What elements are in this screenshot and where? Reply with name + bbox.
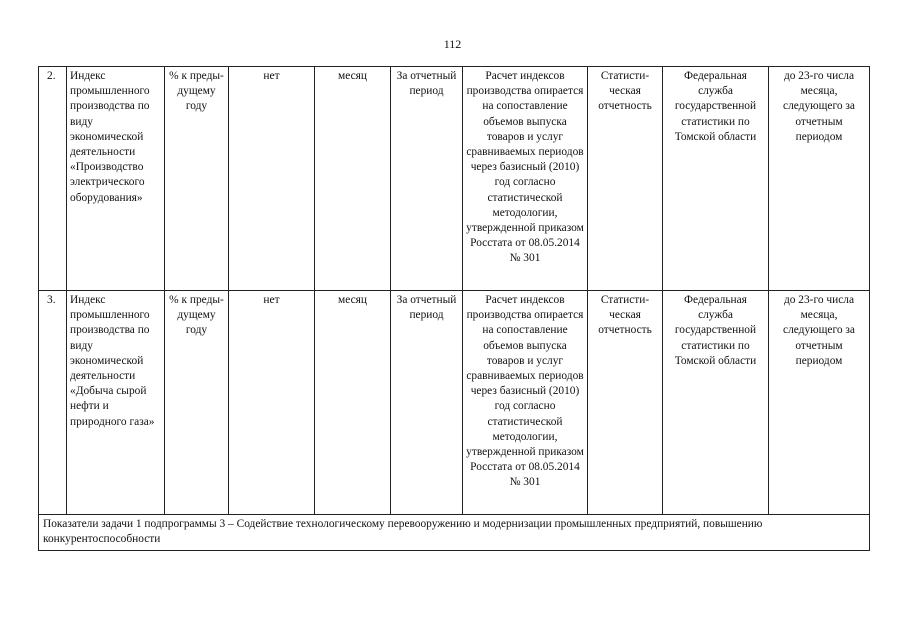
calculation-method: Расчет индексов производства опирается на сопоставление объемов выпуска товаров и услуг сравниваемых периодов через базисный (2010) год согласно статистической методологии, утвержденной приказом Росстата от 08.05.2014 № 301 (463, 291, 588, 515)
responsible-body: Федеральная служба государственной статистики по Томской области (663, 291, 769, 515)
indicator-name: Индекс промышленного производства по виду экономической деятельности «Производство электрического оборудования» (67, 67, 165, 291)
data-source: Статисти-ческая отчетность (588, 291, 663, 515)
indicator-name: Индекс промышленного производства по виду экономической деятельности «Добыча сырой нефти и природного газа» (67, 291, 165, 515)
section-row (39, 515, 870, 551)
responsible-body: Федеральная служба государственной статистики по Томской области (663, 67, 769, 291)
table-row (39, 291, 870, 515)
indicators-table (38, 66, 870, 551)
deadline: до 23-го числа месяца, следующего за отчетным периодом (769, 291, 870, 515)
cell-col3: нет (229, 67, 315, 291)
time-period: За отчетный период (391, 291, 463, 515)
periodicity: месяц (315, 291, 391, 515)
calculation-method: Расчет индексов производства опирается на сопоставление объемов выпуска товаров и услуг сравниваемых периодов через базисный (2010) год согласно статистической методологии, утвержденной приказом Росстата от 08.05.2014 № 301 (463, 67, 588, 291)
cell-col3: нет (229, 291, 315, 515)
time-period: За отчетный период (391, 67, 463, 291)
data-source: Статисти-ческая отчетность (588, 67, 663, 291)
row-number: 2. (39, 67, 67, 291)
unit-of-measure: % к преды-дущему году (165, 67, 229, 291)
section-note: Показатели задачи 1 подпрограммы 3 – Содействие технологическому перевооружению и модернизации промышленных предприятий, повышению конкурентоспособности (39, 515, 870, 551)
periodicity: месяц (315, 67, 391, 291)
table-row (39, 67, 870, 291)
unit-of-measure: % к преды-дущему году (165, 291, 229, 515)
deadline: до 23-го числа месяца, следующего за отчетным периодом (769, 67, 870, 291)
page-number: 112 (443, 37, 462, 51)
row-number: 3. (39, 291, 67, 515)
